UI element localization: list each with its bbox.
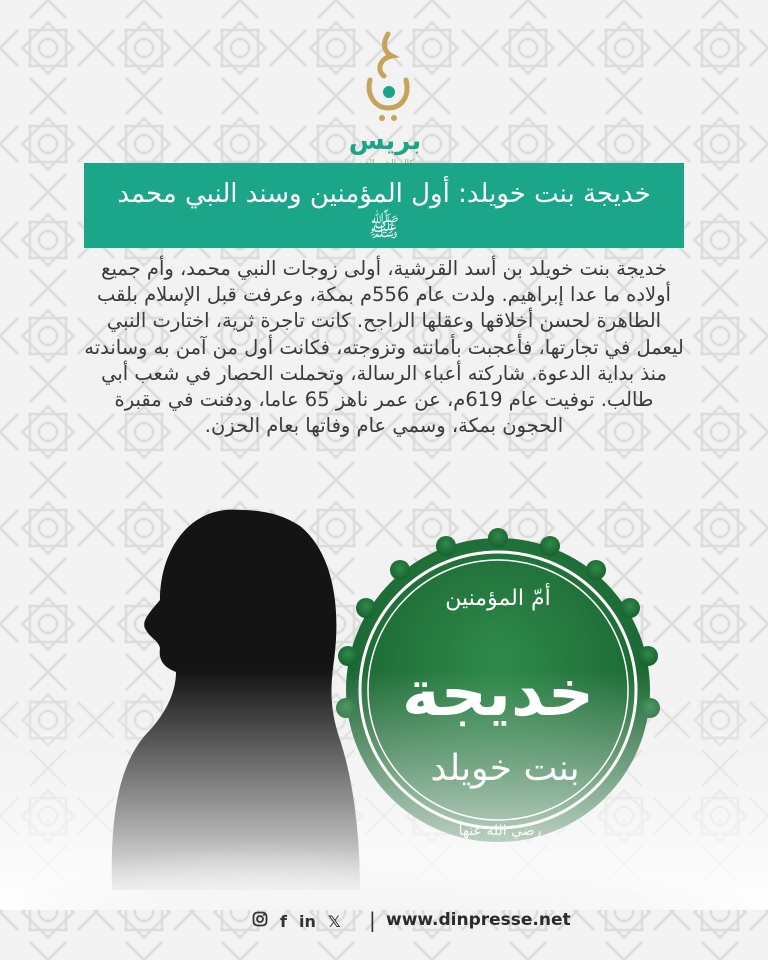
logo-mark-icon [358,30,418,125]
seal-top-text: أمّ المؤمنين [445,586,551,611]
page-title: خديجة بنت خويلد: أول المؤمنين وسند النبي محمد ﷺ [117,179,651,243]
x-icon[interactable]: 𝕏 [327,911,341,931]
brand-logo [330,30,440,160]
social-links [252,911,341,932]
instagram-icon[interactable] [252,911,268,932]
article-body: خديجة بنت خويلد بن أسد القرشية، أولى زوجات النبي محمد، وأم جميع أولاده ما عدا إبراهيم. ولدت عام 556م بمكة، وعرفت قبل الإسلام بلقب الطاهرة لحسن أخلاقها وعقلها الراجح. كانت تاجرة ثرية، اختارت النبي ليعمل في تجارتها، فأعجبت بأمانته وتزوجته، فكانت أول من آمن به وساندته منذ بداية الدعوة. شاركته أعباء الرسالة، وتحملت الحصار في شعب أبي طالب. توفيت عام 619م، عن عمر ناهز 65 عاما، ودفنت في مقبرة الحجون بمكة، وسمي عام وفاتها بعام الحزن. [84,257,684,438]
illustration [0,490,768,910]
website-link[interactable]: www.dinpresse.net [386,910,571,930]
brand-name: بريس [348,126,422,156]
title-banner [84,163,684,248]
linkedin-icon[interactable]: in [298,911,316,931]
footer-separator: | [369,908,376,932]
facebook-icon[interactable]: f [280,911,287,931]
